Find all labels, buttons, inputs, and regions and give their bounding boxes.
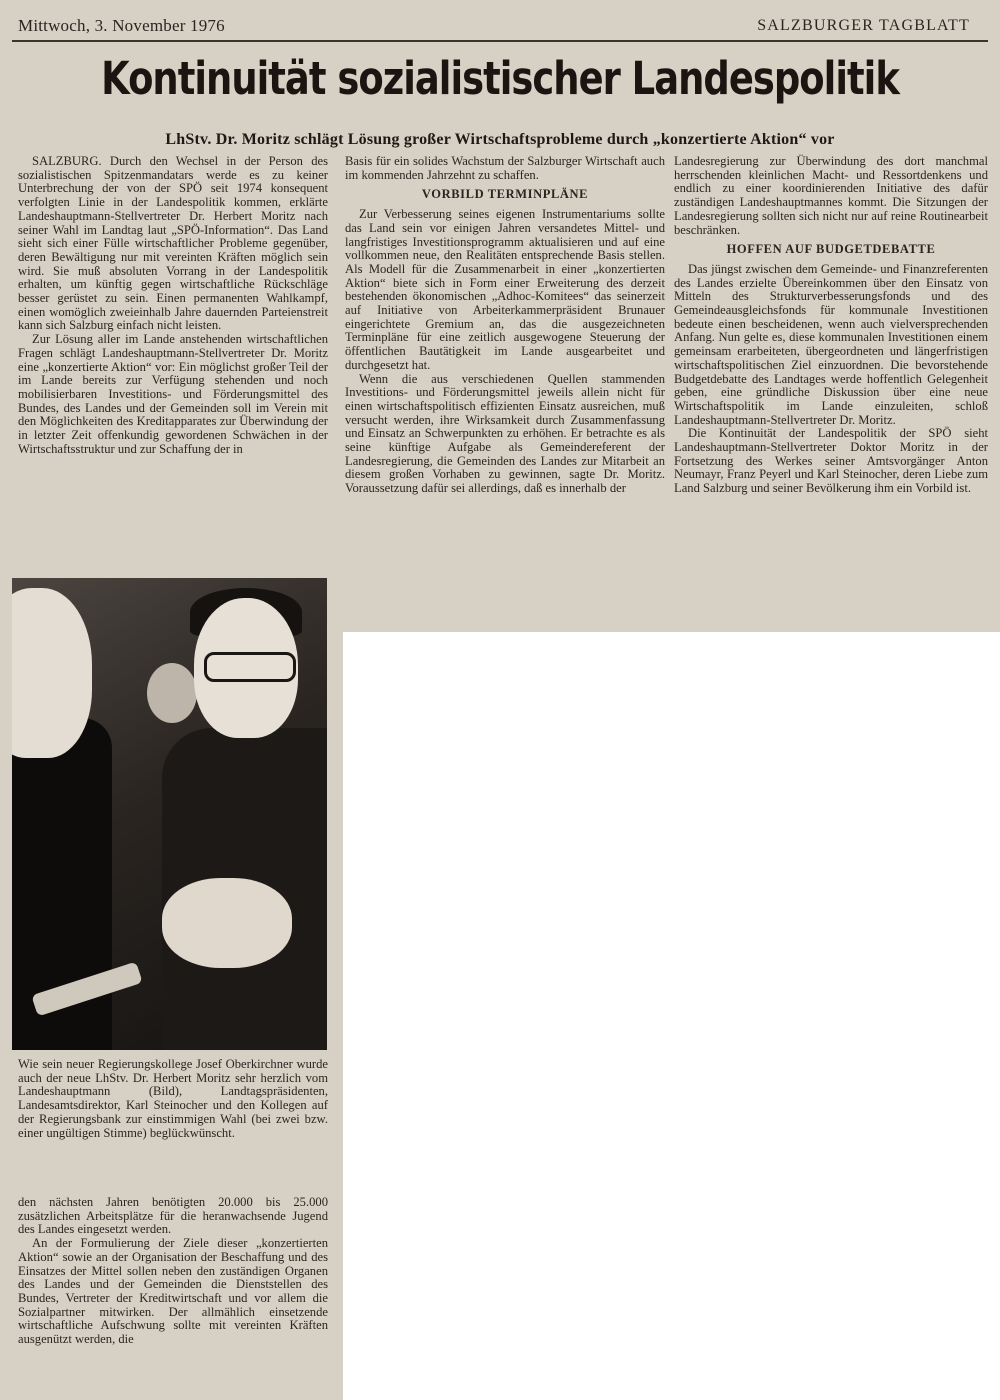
article-column-1-continued [18,1196,328,1347]
article-column-1 [18,155,328,456]
paragraph: Die Kontinuität der Landespolitik der SPÖ sieht Landeshauptmann-Stellvertreter Doktor Moritz in der Fortsetzung des Werkes seiner Amtsvorgänger Anton Neumayr, Franz Peyerl und Karl Steinocher, deren Liebe zum Land Salzburg und seiner Bevölkerung ihm ein Vorbild ist. [674,426,988,496]
paragraph: Zur Lösung aller im Lande anstehenden wirtschaftlichen Fragen schlägt Landeshauptmann-Stellvertreter Dr. Moritz eine „konzertierte Aktion“ vor: Ein möglichst großer Teil der im Lande bereits zur Verfügung stehenden und noch mobilisierbaren Investitions- und Förderungsmittel des Bundes, des Landes und der Gemeinden soll im Verein mit den Möglichkeiten des Kreditapparates zur Überwindung der in letzter Zeit offenkundig gewordenen Schwächen in der Wirtschaftsstruktur und zur Schaffung der in [18,332,328,456]
paragraph: An der Formulierung der Ziele dieser „konzertierten Aktion“ sowie an der Organisation der Beschaffung und des Einsatzes der Mittel sollen neben den zuständigen Organen des Landes und der Gemeinden die Dienststellen des Bundes, Vertreter der Kreditwirtschaft und vor allem die Sozialpartner mitwirken. Der allmählich einsetzende wirtschaftliche Aufschwung sollte mit vereinten Kräften ausgenützt werden, die [18,1236,328,1347]
photo-caption: Wie sein neuer Regierungskollege Josef Oberkirchner wurde auch der neue LhStv. Dr. Herbert Moritz sehr herzlich vom Landeshauptmann (Bild), Landtagspräsidenten, Landesamtsdirektor, Karl Steinocher und den Kollegen auf der Regierungsbank zur einstimmigen Wahl (bei zwei bzw. einer ungültigen Stimme) beglückwünscht. [18,1057,328,1140]
subheadline: LhStv. Dr. Moritz schlägt Lösung großer Wirtschaftsprobleme durch „konzertierte Aktion“ vor [165,131,835,148]
paragraph: Das jüngst zwischen dem Gemeinde- und Finanzreferenten des Landes erzielte Übereinkommen über den Einsatz von Mitteln des Strukturverbesserungsfonds und des Gemeindeausgleichsfonds für kommunale Investitionen bedeute einen bescheidenen, wenn auch vielversprechenden Anfang. Nun gelte es, diese kommunalen Investitionen einem gemeinsam erarbeiteten, übergeordneten und längerfristigen wirtschaftspolitischen Ziel einzuordnen. Die bevorstehende Budgetdebatte des Landtages werde hoffentlich Gelegenheit geben, eine gründliche Diskussion über eine neue Wirtschaftspolitik im Lande einzuleiten, schloß Landeshauptmann-Stellvertreter Dr. Moritz. [674,261,988,427]
section-heading: VORBILD TERMINPLÄNE [421,187,589,202]
paragraph: SALZBURG. Durch den Wechsel in der Person des sozialistischen Spitzenmandatars werde es zu keiner Unterbrechung der von der SPÖ seit 1974 konsequent verfolgten Linie in der Landespolitik kommen, erklärte Landeshauptmann-Stellvertreter Dr. Herbert Moritz nach seiner Wahl im Landtag laut „SPÖ-Information“. Das Land sieht sich einer Fülle wirtschaftlicher Probleme gegenüber, deren Bewältigung nur mit vereinten Kräften möglich sein wird. Sie muß absoluten Vorrang in der Landespolitik erhalten, um künftig gegen wirtschaftliche Rückschläge besser gerüstet zu sein. Einen permanenten Wahlkampf, einen womöglich zweieinhalb Jahre dauernden Parteienstreit kann sich Salzburg einfach nicht leisten. [18,154,328,333]
article-column-2 [345,155,665,496]
headline: Kontinuität sozialistischer Landespolitik [101,52,899,105]
news-photo [12,578,327,1050]
paragraph: Wenn die aus verschiedenen Quellen stammenden Investitions- und Förderungsmittel jeweils allein nicht für einen wirtschaftspolitisch effizienten Einsatz ausreichen, muß versucht werden, ihre Wirksamkeit durch Zusammenfassung und Einsatz an Schwerpunkten zu erhöhen. Er betrachte es als seine künftige Aufgabe als Gemeindereferent der Landesregierung, die Gemeinden des Landes zur Mitarbeit an diesem großen Vorhaben zu gewinnen, sagte Dr. Moritz. Voraussetzung dafür sei allerdings, daß es innerhalb der [345,371,665,496]
article-column-3 [674,155,988,496]
paragraph: Landesregierung zur Überwindung des dort manchmal herrschenden kleinlichen Macht- und Ressortdenkens und endlich zu einer koordinierenden Initiative des dafür zuständigen Landeshauptmannes kommt. Die Sitzungen der Landesregierung sollten sich nicht nur auf reine Routinearbeit beschränken. [674,154,988,237]
newspaper-name: SALZBURGER TAGBLATT [757,17,970,34]
paragraph: den nächsten Jahren benötigten 20.000 bis 25.000 zusätzlichen Arbeitsplätze für die heranwachsende Jugend des Landes eingesetzt werden. [18,1195,328,1237]
section-heading: HOFFEN AUF BUDGETDEBATTE [726,242,936,257]
blank-area [343,632,1000,1400]
masthead [12,14,988,42]
paragraph: Zur Verbesserung seines eigenen Instrumentariums sollte das Land sein vor einigen Jahren versandetes Mittel- und langfristiges Investitionsprogramm aktualisieren und auf eine vollkommen neue, den Realitäten entsprechende Basis stellen. Als Modell für die Zusammenarbeit in einer „konzertierten Aktion“ biete sich in Form einer Erweiterung des derzeit bestehenden ökonomischen „Adhoc-Komitees“ das seinerzeit auf Initiative von Arbeiterkammerpräsident Brunauer eingerichtete Gremium an, das die ausgezeichneten Terminpläne für eine zeitlich ausgewogene Steuerung der öffentlichen Bautätigkeit im Lande ausgearbeitet und durchgesetzt hat. [345,207,665,372]
issue-date: Mittwoch, 3. November 1976 [18,16,225,35]
paragraph: Basis für ein solides Wachstum der Salzburger Wirtschaft auch im kommenden Jahrzehnt zu schaffen. [345,154,665,182]
